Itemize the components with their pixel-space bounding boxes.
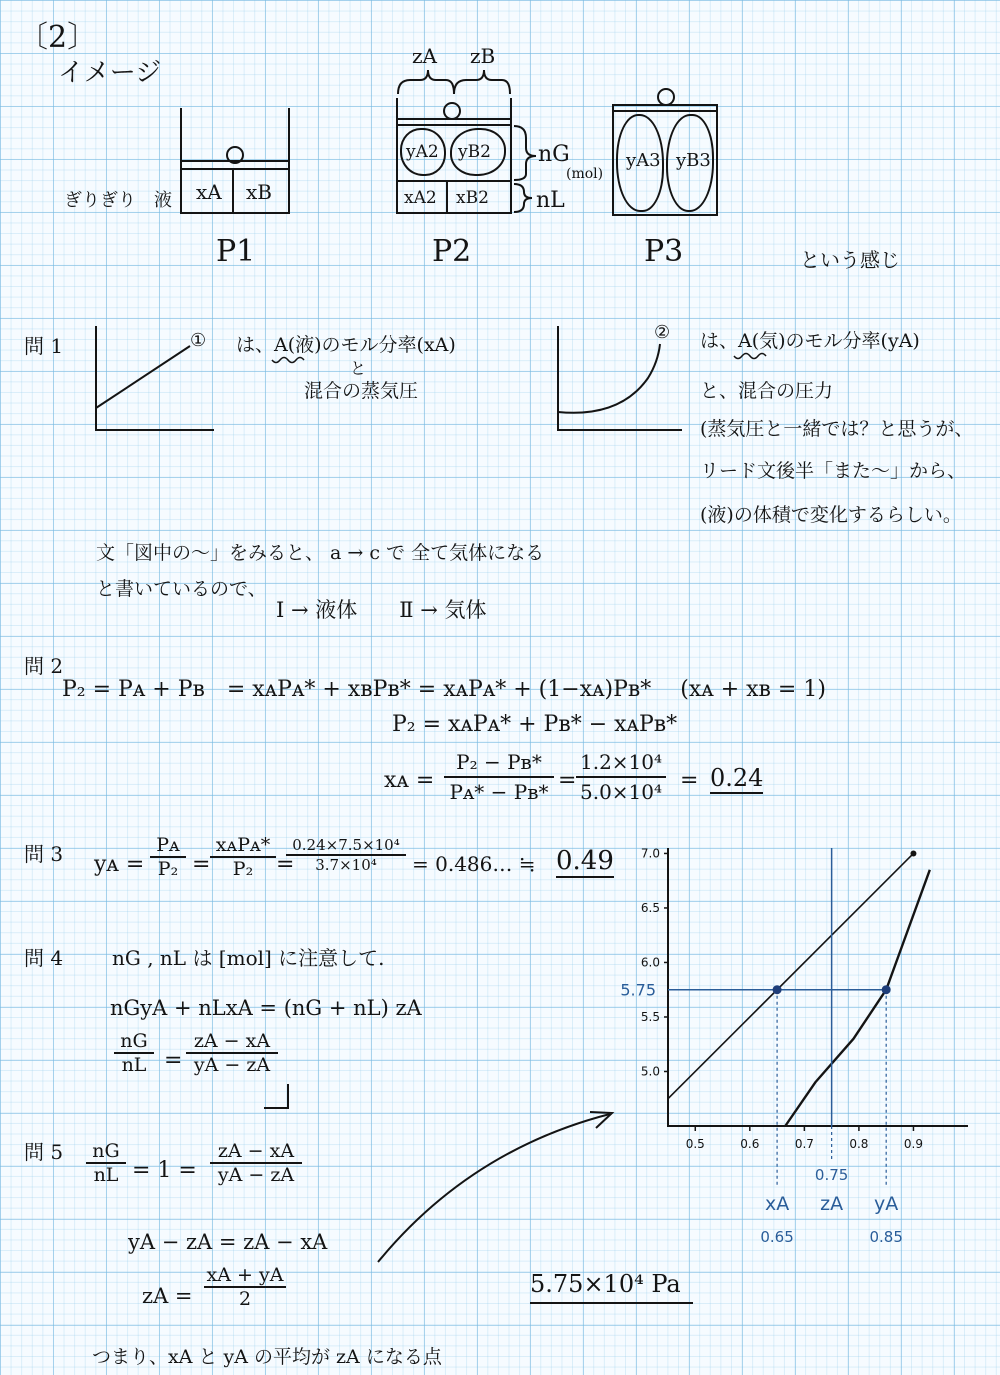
q3-eq-sign-2: = [276,852,295,877]
ya-value: 0.85 [869,1228,903,1246]
p3-label: P3 [644,234,684,269]
q2-eq-sign-1: = [558,768,577,793]
q1-mark-1: ① [190,330,207,351]
p2-mol: (mol) [566,166,604,182]
q5-result: 5.75×10⁴ Pa [530,1270,693,1304]
q3-label: 問 3 [24,842,64,866]
q3-frac-2: xᴀPᴀ* P₂ [210,834,276,880]
q4-frac-right: zA − xA yA − zA [186,1030,278,1076]
q2-answer: 0.24 [710,764,764,792]
q5-label: 問 5 [24,1140,64,1164]
q1-text-1: は、A(液)のモル分率(xA) [236,334,456,356]
p2-za: zA [412,44,437,68]
x-tick-label: 0.9 [903,1137,924,1151]
q1-text-4: と、混合の圧力 [700,380,834,402]
q5-conclusion: つまり、xA と yA の平均が zA になる点 [92,1346,442,1368]
ya-label: yA [874,1193,899,1215]
marked-y-label: 5.75 [620,980,656,1000]
p3-yb3: yB3 [676,150,711,171]
x-tick-label: 0.6 [740,1137,760,1151]
za-value: 0.75 [814,1166,849,1184]
p2-ng: nG [538,142,570,167]
p2-ya2: yA2 [406,142,439,162]
q1-label: 問 1 [24,334,64,358]
p3-ya3: yA3 [626,150,661,171]
q5-frac-z: xA + yA 2 [204,1264,286,1310]
y-tick-label: 6.5 [640,900,660,915]
q4-label: 問 4 [24,946,64,970]
note-line-1: 文「図中の〜」をみると、 a → c で 全て気体になる [96,542,545,564]
note-line-3: Ⅰ → 液体 Ⅱ → 気体 [276,598,487,622]
q5-eq-one: = 1 = [132,1158,197,1183]
q4-frac-left: nG nL [114,1030,154,1076]
q1-text-2: 混合の蒸気圧 [304,380,419,402]
q5-eq-2: yA − zA = zA − xA [128,1230,328,1254]
q2-label: 問 2 [24,654,64,678]
q5-frac-right: zA − xA yA − zA [210,1140,302,1186]
x-tick-label: 0.7 [794,1137,814,1151]
xa-point [773,985,782,994]
q3-eq-sign-1: = [192,852,211,877]
p2-zb: zB [470,44,496,68]
q5-eq-3-lhs: zA = [142,1284,193,1308]
xa-value: 0.65 [760,1228,794,1246]
p1-label: P1 [216,234,256,269]
q3-frac-1: Pᴀ P₂ [150,834,186,880]
p1-liquid-label: ぎりぎり 液 [64,190,172,211]
p2-xa2: xA2 [404,188,437,208]
y-tick-label: 6.0 [640,955,660,970]
series-line-liquid [668,853,913,1098]
p2-xb2: xB2 [456,188,489,208]
x-tick-label: 0.8 [849,1137,869,1151]
q2-eq-2: P₂ = xᴀPᴀ* + Pʙ* − xᴀPʙ* [392,712,678,737]
p2-yb2: yB2 [458,142,491,162]
q1-text-6: リード文後半「また〜」から、 [700,460,967,482]
q1-text-1b: と [350,359,367,378]
image-title: イメージ [58,58,162,88]
p2-label: P2 [432,234,472,269]
y-tick-label: 7.0 [640,846,660,861]
p1-xb: xB [246,180,272,204]
za-label: zA [820,1193,844,1215]
ya-point [882,985,891,994]
y-tick-label: 5.0 [640,1064,660,1079]
x-tick-label: 0.5 [685,1137,705,1151]
q4-eq-1: nGyA + nLxA = (nG + nL) zA [110,996,422,1020]
q3-approx: = 0.486… ≒ [412,852,536,876]
q3-lhs: yᴀ = [94,852,145,877]
q2-frac-2: 1.2×10⁴ 5.0×10⁴ [576,750,666,804]
q1-text-7: (液)の体積で変化するらしい。 [700,504,962,526]
q1-mark-2: ② [654,322,671,343]
q2-eq-sign-2: = [680,768,699,793]
y-tick-label: 5.5 [640,1009,660,1024]
section-number: 〔2〕 [18,20,98,55]
q5-frac-left: nG nL [86,1140,126,1186]
q1-text-5: (蒸気圧と一緒では？と思うが、 [700,418,974,440]
q3-answer: 0.49 [556,846,614,876]
xa-label: xA [764,1193,790,1215]
q1-text-3: は、A(気)のモル分率(yA) [700,330,920,352]
series-end-point [910,850,916,856]
q2-eq-1: P₂ = Pᴀ + Pʙ = xᴀPᴀ* + xʙPʙ* = xᴀPᴀ* + (1−xᴀ)Pʙ* (xᴀ + xʙ = 1) [62,677,826,702]
p1-xa: xA [196,180,222,204]
p3-remark: という感じ [800,248,900,272]
q2-eq-3-lhs: xᴀ = [384,768,435,793]
q4-note: nG , nL は [mol] に注意して. [112,946,385,970]
q4-eq-sign: = [164,1048,183,1073]
p2-nl: nL [536,188,565,213]
q2-frac-1: P₂ − Pʙ* Pᴀ* − Pʙ* [444,750,554,804]
note-line-2: と書いているので、 [96,578,267,600]
q3-frac-3: 0.24×7.5×10⁴ 3.7×10⁴ [286,836,406,874]
